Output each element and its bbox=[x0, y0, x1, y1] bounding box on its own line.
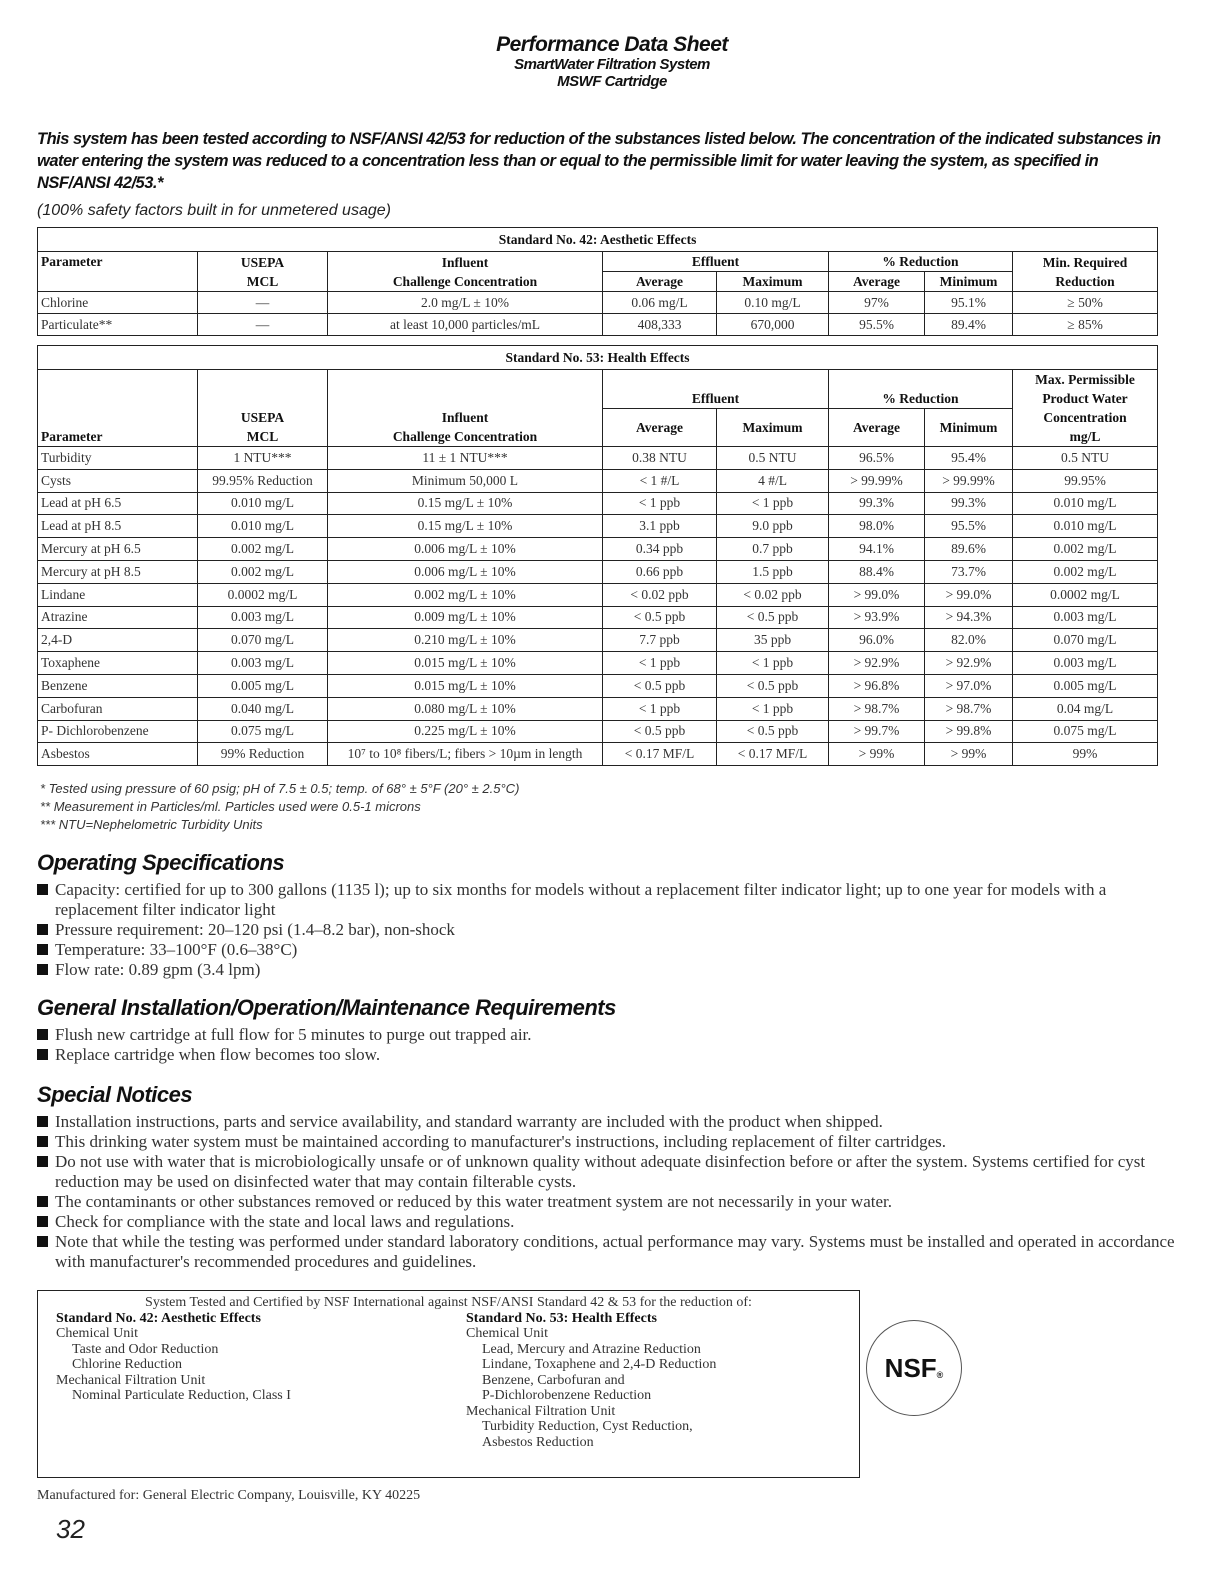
table-cell: Lead at pH 8.5 bbox=[38, 515, 198, 538]
table-cell: 0.080 mg/L ± 10% bbox=[328, 697, 603, 720]
table-cell: 99.95% Reduction bbox=[198, 469, 328, 492]
table-cell: 0.002 mg/L bbox=[198, 538, 328, 561]
table-cell: 95.1% bbox=[925, 292, 1013, 314]
table-cell: 0.003 mg/L bbox=[198, 606, 328, 629]
table-cell: < 1 #/L bbox=[603, 469, 717, 492]
table-cell: 4 #/L bbox=[717, 469, 829, 492]
bullet-item bbox=[37, 940, 1187, 960]
table-cell: < 1 ppb bbox=[603, 697, 717, 720]
table-cell: 98.0% bbox=[829, 515, 925, 538]
table-cell: 94.1% bbox=[829, 538, 925, 561]
table-cell: 0.38 NTU bbox=[603, 447, 717, 470]
table-cell: Minimum 50,000 L bbox=[328, 469, 603, 492]
col-reduction-minimum: Minimum bbox=[925, 272, 1013, 292]
table-caption: Standard No. 53: Health Effects bbox=[38, 346, 1158, 370]
certification-line: Lead, Mercury and Atrazine Reduction bbox=[482, 1341, 701, 1357]
col-effluent-maximum: Maximum bbox=[717, 272, 829, 292]
col-reduction-average: Average bbox=[829, 408, 925, 447]
table-cell: > 97.0% bbox=[925, 674, 1013, 697]
standard-53-table bbox=[37, 345, 1158, 766]
bullet-item bbox=[37, 1132, 1187, 1152]
col-reduction: % Reduction bbox=[829, 370, 1013, 409]
section-heading: Operating Specifications bbox=[37, 850, 285, 875]
table-row bbox=[38, 606, 1158, 629]
table-cell: 0.66 ppb bbox=[603, 560, 717, 583]
bullet-item bbox=[37, 920, 1187, 940]
certification-line: Standard No. 42: Aesthetic Effects bbox=[56, 1310, 261, 1326]
table-cell: > 99% bbox=[925, 743, 1013, 766]
table-cell: 11 ± 1 NTU*** bbox=[328, 447, 603, 470]
table-cell: Lead at pH 6.5 bbox=[38, 492, 198, 515]
table-cell: 0.002 mg/L bbox=[1013, 538, 1158, 561]
footnotes bbox=[40, 780, 519, 834]
intro-statement: This system has been tested according to NSF/ANSI 42/53 for reduction of the substances listed below. The concentration of the indicated substances in water entering the system was reduced to a concentration less than or equal to the permissible limit for water leaving the system, as specified in NSF/ANSI 42/53.* bbox=[37, 130, 1161, 192]
standard-42-table bbox=[37, 227, 1158, 336]
special-notices bbox=[37, 1082, 1187, 1272]
operating-specifications bbox=[37, 850, 1187, 980]
table-cell: Particulate** bbox=[38, 314, 198, 336]
table-cell: 0.002 mg/L bbox=[1013, 560, 1158, 583]
bullet-item bbox=[37, 1045, 1187, 1065]
table-cell: 95.5% bbox=[829, 314, 925, 336]
col-effluent-average: Average bbox=[603, 408, 717, 447]
table-cell: 0.002 mg/L ± 10% bbox=[328, 583, 603, 606]
certification-line: Chemical Unit bbox=[56, 1326, 139, 1341]
table-cell: 0.070 mg/L bbox=[1013, 629, 1158, 652]
table-cell: 0.006 mg/L ± 10% bbox=[328, 560, 603, 583]
table-cell: 73.7% bbox=[925, 560, 1013, 583]
table-cell: > 96.8% bbox=[829, 674, 925, 697]
table-cell: 99% bbox=[1013, 743, 1158, 766]
table-cell: 0.210 mg/L ± 10% bbox=[328, 629, 603, 652]
table-cell: 35 ppb bbox=[717, 629, 829, 652]
page-number: 32 bbox=[56, 1514, 85, 1544]
table-cell: 0.003 mg/L bbox=[198, 652, 328, 675]
table-cell: < 0.5 ppb bbox=[603, 606, 717, 629]
title-line1: Performance Data Sheet bbox=[496, 33, 728, 56]
col-usepa: USEPA MCL bbox=[198, 370, 328, 447]
certification-line: Nominal Particulate Reduction, Class I bbox=[72, 1388, 291, 1403]
table-cell: > 99.0% bbox=[925, 583, 1013, 606]
bullet-text: Replace cartridge when flow becomes too slow. bbox=[55, 1045, 381, 1064]
table-cell: 7.7 ppb bbox=[603, 629, 717, 652]
footnote: * Tested using pressure of 60 psig; pH of 7.5 ± 0.5; temp. of 68° ± 5°F (20° ± 2.5°C) bbox=[40, 781, 520, 796]
table-cell: 0.005 mg/L bbox=[1013, 674, 1158, 697]
bullet-text: Pressure requirement: 20–120 psi (1.4–8.2 bar), non-shock bbox=[55, 920, 455, 939]
certification-line: Chlorine Reduction bbox=[72, 1357, 183, 1372]
table-cell: > 93.9% bbox=[829, 606, 925, 629]
certification-line: Turbidity Reduction, Cyst Reduction, bbox=[482, 1419, 693, 1434]
table-cell: > 98.7% bbox=[925, 697, 1013, 720]
certification-line: Mechanical Filtration Unit bbox=[56, 1372, 206, 1388]
bullet-item bbox=[37, 960, 1187, 980]
table-cell: Toxaphene bbox=[38, 652, 198, 675]
table-cell: 0.010 mg/L bbox=[1013, 492, 1158, 515]
table-cell: > 99.7% bbox=[829, 720, 925, 743]
certification-line: Asbestos Reduction bbox=[482, 1434, 594, 1450]
table-cell: 95.4% bbox=[925, 447, 1013, 470]
table-cell: Chlorine bbox=[38, 292, 198, 314]
table-cell: 1.5 ppb bbox=[717, 560, 829, 583]
table-cell: Carbofuran bbox=[38, 697, 198, 720]
table-row bbox=[38, 469, 1158, 492]
certification-heading: System Tested and Certified by NSF International against NSF/ANSI Standard 42 & 53 for the reduction of: bbox=[145, 1295, 752, 1310]
document-title bbox=[0, 34, 1224, 90]
bullet-item bbox=[37, 1152, 1187, 1192]
table-cell: > 98.7% bbox=[829, 697, 925, 720]
table-cell: < 1 ppb bbox=[717, 652, 829, 675]
certification-line: P-Dichlorobenzene Reduction bbox=[482, 1388, 652, 1403]
bullet-item bbox=[37, 880, 1187, 920]
table-cell: 99.3% bbox=[925, 492, 1013, 515]
table-cell: 1 NTU*** bbox=[198, 447, 328, 470]
bullet-square-icon bbox=[37, 1216, 48, 1227]
table-row bbox=[38, 629, 1158, 652]
col-max-permissible: Max. Permissible Product Water Concentration mg/L bbox=[1013, 370, 1158, 447]
table-cell: 0.006 mg/L ± 10% bbox=[328, 538, 603, 561]
table-cell: ≥ 50% bbox=[1013, 292, 1158, 314]
table-cell: Turbidity bbox=[38, 447, 198, 470]
table-cell: > 92.9% bbox=[829, 652, 925, 675]
bullet-text: Flush new cartridge at full flow for 5 minutes to purge out trapped air. bbox=[55, 1025, 532, 1044]
section-heading: Special Notices bbox=[37, 1082, 193, 1107]
table-cell: < 0.5 ppb bbox=[603, 674, 717, 697]
table-row bbox=[38, 560, 1158, 583]
table-cell: < 0.17 MF/L bbox=[717, 743, 829, 766]
table-cell: 0.225 mg/L ± 10% bbox=[328, 720, 603, 743]
bullet-square-icon bbox=[37, 884, 48, 895]
bullet-square-icon bbox=[37, 1236, 48, 1247]
table-cell: < 0.5 ppb bbox=[603, 720, 717, 743]
table-cell: 82.0% bbox=[925, 629, 1013, 652]
table-cell: 0.075 mg/L bbox=[1013, 720, 1158, 743]
title-line2: SmartWater Filtration System bbox=[514, 56, 710, 73]
table-cell: 0.015 mg/L ± 10% bbox=[328, 674, 603, 697]
table-cell: 0.002 mg/L bbox=[198, 560, 328, 583]
table-cell: 2,4-D bbox=[38, 629, 198, 652]
table-cell: 0.06 mg/L bbox=[603, 292, 717, 314]
bullet-item bbox=[37, 1192, 1187, 1212]
table-cell: Mercury at pH 6.5 bbox=[38, 538, 198, 561]
table-cell: 408,333 bbox=[603, 314, 717, 336]
bullet-square-icon bbox=[37, 964, 48, 975]
table-cell: < 0.5 ppb bbox=[717, 606, 829, 629]
table-row bbox=[38, 720, 1158, 743]
table-cell: 0.005 mg/L bbox=[198, 674, 328, 697]
table-row bbox=[38, 743, 1158, 766]
col-reduction-average: Average bbox=[829, 272, 925, 292]
table-row bbox=[38, 515, 1158, 538]
bullet-item bbox=[37, 1212, 1187, 1232]
table-cell: < 0.02 ppb bbox=[603, 583, 717, 606]
table-cell: 89.6% bbox=[925, 538, 1013, 561]
table-cell: 0.0002 mg/L bbox=[198, 583, 328, 606]
table-cell: Benzene bbox=[38, 674, 198, 697]
table-cell: > 94.3% bbox=[925, 606, 1013, 629]
table-cell: Lindane bbox=[38, 583, 198, 606]
table-row bbox=[38, 697, 1158, 720]
table-cell: 0.5 NTU bbox=[1013, 447, 1158, 470]
table-cell: < 0.5 ppb bbox=[717, 720, 829, 743]
general-requirements bbox=[37, 995, 1187, 1065]
table-cell: 670,000 bbox=[717, 314, 829, 336]
section-heading: General Installation/Operation/Maintenance Requirements bbox=[37, 995, 616, 1020]
table-cell: Cysts bbox=[38, 469, 198, 492]
bullet-text: Do not use with water that is microbiologically unsafe or of unknown quality without adequate disinfection before or after the system. Systems certified for cyst reduction may be used on disinfected water that may contain filterable cysts. bbox=[55, 1152, 1146, 1191]
table-cell: Mercury at pH 8.5 bbox=[38, 560, 198, 583]
table-cell: — bbox=[198, 314, 328, 336]
bullet-text: Note that while the testing was performed under standard laboratory conditions, actual performance may vary. Systems must be installed and operated in accordance with manufacturer's recommended procedures and guidelines. bbox=[55, 1232, 1175, 1271]
table-cell: < 0.02 ppb bbox=[717, 583, 829, 606]
table-cell: 2.0 mg/L ± 10% bbox=[328, 292, 603, 314]
table-row bbox=[38, 674, 1158, 697]
bullet-square-icon bbox=[37, 924, 48, 935]
title-line3: MSWF Cartridge bbox=[557, 73, 667, 90]
table-cell: ≥ 85% bbox=[1013, 314, 1158, 336]
bullet-text: Installation instructions, parts and service availability, and standard warranty are included with the product when shipped. bbox=[55, 1112, 883, 1131]
table-cell: 99.3% bbox=[829, 492, 925, 515]
table-cell: 0.075 mg/L bbox=[198, 720, 328, 743]
bullet-square-icon bbox=[37, 1049, 48, 1060]
table-row bbox=[38, 652, 1158, 675]
col-parameter: Parameter bbox=[38, 252, 198, 292]
table-row bbox=[38, 292, 1158, 314]
table-cell: 0.010 mg/L bbox=[198, 515, 328, 538]
col-parameter: Parameter bbox=[38, 370, 198, 447]
table-cell: 89.4% bbox=[925, 314, 1013, 336]
table-cell: 0.009 mg/L ± 10% bbox=[328, 606, 603, 629]
table-cell: — bbox=[198, 292, 328, 314]
table-cell: < 0.17 MF/L bbox=[603, 743, 717, 766]
table-cell: 3.1 ppb bbox=[603, 515, 717, 538]
nsf-logo: NSF $_®$ bbox=[866, 1320, 962, 1416]
table-cell: 0.5 NTU bbox=[717, 447, 829, 470]
bullet-square-icon bbox=[37, 1156, 48, 1167]
table-cell: 97% bbox=[829, 292, 925, 314]
table-row bbox=[38, 583, 1158, 606]
bullet-text: Capacity: certified for up to 300 gallons (1135 l); up to six months for models without a replacement filter indicator light; up to one year for models with a replacement filter indicator light bbox=[55, 880, 1107, 919]
table-cell: > 99% bbox=[829, 743, 925, 766]
bullet-square-icon bbox=[37, 1196, 48, 1207]
table-row bbox=[38, 538, 1158, 561]
safety-note: (100% safety factors built in for unmetered usage) bbox=[37, 202, 391, 219]
table-cell: 0.04 mg/L bbox=[1013, 697, 1158, 720]
col-min-required: Min. Required Reduction bbox=[1013, 252, 1158, 292]
table-cell: 96.5% bbox=[829, 447, 925, 470]
table-cell: Atrazine bbox=[38, 606, 198, 629]
certification-standard-53 bbox=[466, 1311, 716, 1451]
table-cell: > 99.8% bbox=[925, 720, 1013, 743]
col-effluent-average: Average bbox=[603, 272, 717, 292]
table-cell: P- Dichlorobenzene bbox=[38, 720, 198, 743]
table-caption: Standard No. 42: Aesthetic Effects bbox=[38, 228, 1158, 252]
table-cell: > 99.99% bbox=[925, 469, 1013, 492]
table-cell: > 92.9% bbox=[925, 652, 1013, 675]
table-cell: at least 10,000 particles/mL bbox=[328, 314, 603, 336]
bullet-text: Check for compliance with the state and local laws and regulations. bbox=[55, 1212, 515, 1231]
bullet-text: Flow rate: 0.89 gpm (3.4 lpm) bbox=[55, 960, 261, 979]
table-cell: < 1 ppb bbox=[603, 652, 717, 675]
table-cell: < 1 ppb bbox=[603, 492, 717, 515]
certification-line: Lindane, Toxaphene and 2,4-D Reduction bbox=[482, 1357, 717, 1372]
bullet-item bbox=[37, 1112, 1187, 1132]
table-cell: 0.010 mg/L bbox=[198, 492, 328, 515]
table-cell: 0.34 ppb bbox=[603, 538, 717, 561]
table-cell: 0.15 mg/L ± 10% bbox=[328, 515, 603, 538]
table-cell: < 1 ppb bbox=[717, 697, 829, 720]
table-cell: 0.0002 mg/L bbox=[1013, 583, 1158, 606]
footnote: ** Measurement in Particles/ml. Particles used were 0.5-1 microns bbox=[40, 799, 421, 814]
bullet-square-icon bbox=[37, 1136, 48, 1147]
table-cell: 0.015 mg/L ± 10% bbox=[328, 652, 603, 675]
col-influent: Influent Challenge Concentration bbox=[328, 370, 603, 447]
col-usepa: USEPA MCL bbox=[198, 252, 328, 292]
table-cell: Asbestos bbox=[38, 743, 198, 766]
table-cell: 0.15 mg/L ± 10% bbox=[328, 492, 603, 515]
footnote: *** NTU=Nephelometric Turbidity Units bbox=[40, 817, 263, 832]
bullet-text: This drinking water system must be maintained according to manufacturer's instructions, including replacement of filter cartridges. bbox=[55, 1132, 947, 1151]
table-cell: > 99.99% bbox=[829, 469, 925, 492]
table-row bbox=[38, 447, 1158, 470]
table-cell: 0.10 mg/L bbox=[717, 292, 829, 314]
col-influent: Influent Challenge Concentration bbox=[328, 252, 603, 292]
table-cell: 99% Reduction bbox=[198, 743, 328, 766]
certification-line: Chemical Unit bbox=[466, 1326, 549, 1341]
table-cell: > 99.0% bbox=[829, 583, 925, 606]
table-cell: 9.0 ppb bbox=[717, 515, 829, 538]
table-cell: 0.070 mg/L bbox=[198, 629, 328, 652]
table-cell: 99.95% bbox=[1013, 469, 1158, 492]
certification-box bbox=[37, 1290, 860, 1478]
bullet-item bbox=[37, 1025, 1187, 1045]
col-effluent: Effluent bbox=[603, 252, 829, 272]
col-reduction: % Reduction bbox=[829, 252, 1013, 272]
table-cell: 88.4% bbox=[829, 560, 925, 583]
table-cell: 95.5% bbox=[925, 515, 1013, 538]
manufacturer-line: Manufactured for: General Electric Company, Louisville, KY 40225 bbox=[37, 1488, 421, 1503]
table-cell: 0.7 ppb bbox=[717, 538, 829, 561]
certification-line: Mechanical Filtration Unit bbox=[466, 1403, 616, 1419]
certification-line: Taste and Odor Reduction bbox=[72, 1341, 219, 1357]
col-effluent: Effluent bbox=[603, 370, 829, 409]
table-row bbox=[38, 314, 1158, 336]
bullet-text: Temperature: 33–100°F (0.6–38°C) bbox=[55, 940, 298, 959]
col-reduction-minimum: Minimum bbox=[925, 408, 1013, 447]
table-cell: 10⁷ to 10⁸ fibers/L; fibers > 10µm in length bbox=[328, 743, 603, 766]
bullet-item bbox=[37, 1232, 1187, 1272]
table-cell: 0.040 mg/L bbox=[198, 697, 328, 720]
table-cell: < 1 ppb bbox=[717, 492, 829, 515]
table-cell: 0.010 mg/L bbox=[1013, 515, 1158, 538]
certification-line: Benzene, Carbofuran and bbox=[482, 1372, 625, 1388]
table-cell: < 0.5 ppb bbox=[717, 674, 829, 697]
table-cell: 0.003 mg/L bbox=[1013, 606, 1158, 629]
table-cell: 0.003 mg/L bbox=[1013, 652, 1158, 675]
bullet-square-icon bbox=[37, 1116, 48, 1127]
table-row bbox=[38, 492, 1158, 515]
certification-standard-42 bbox=[56, 1311, 466, 1451]
table-cell: 96.0% bbox=[829, 629, 925, 652]
certification-line: Standard No. 53: Health Effects bbox=[466, 1310, 657, 1326]
bullet-square-icon bbox=[37, 944, 48, 955]
bullet-text: The contaminants or other substances removed or reduced by this water treatment system are not necessarily in your water. bbox=[55, 1192, 892, 1211]
bullet-square-icon bbox=[37, 1029, 48, 1040]
col-effluent-maximum: Maximum bbox=[717, 408, 829, 447]
